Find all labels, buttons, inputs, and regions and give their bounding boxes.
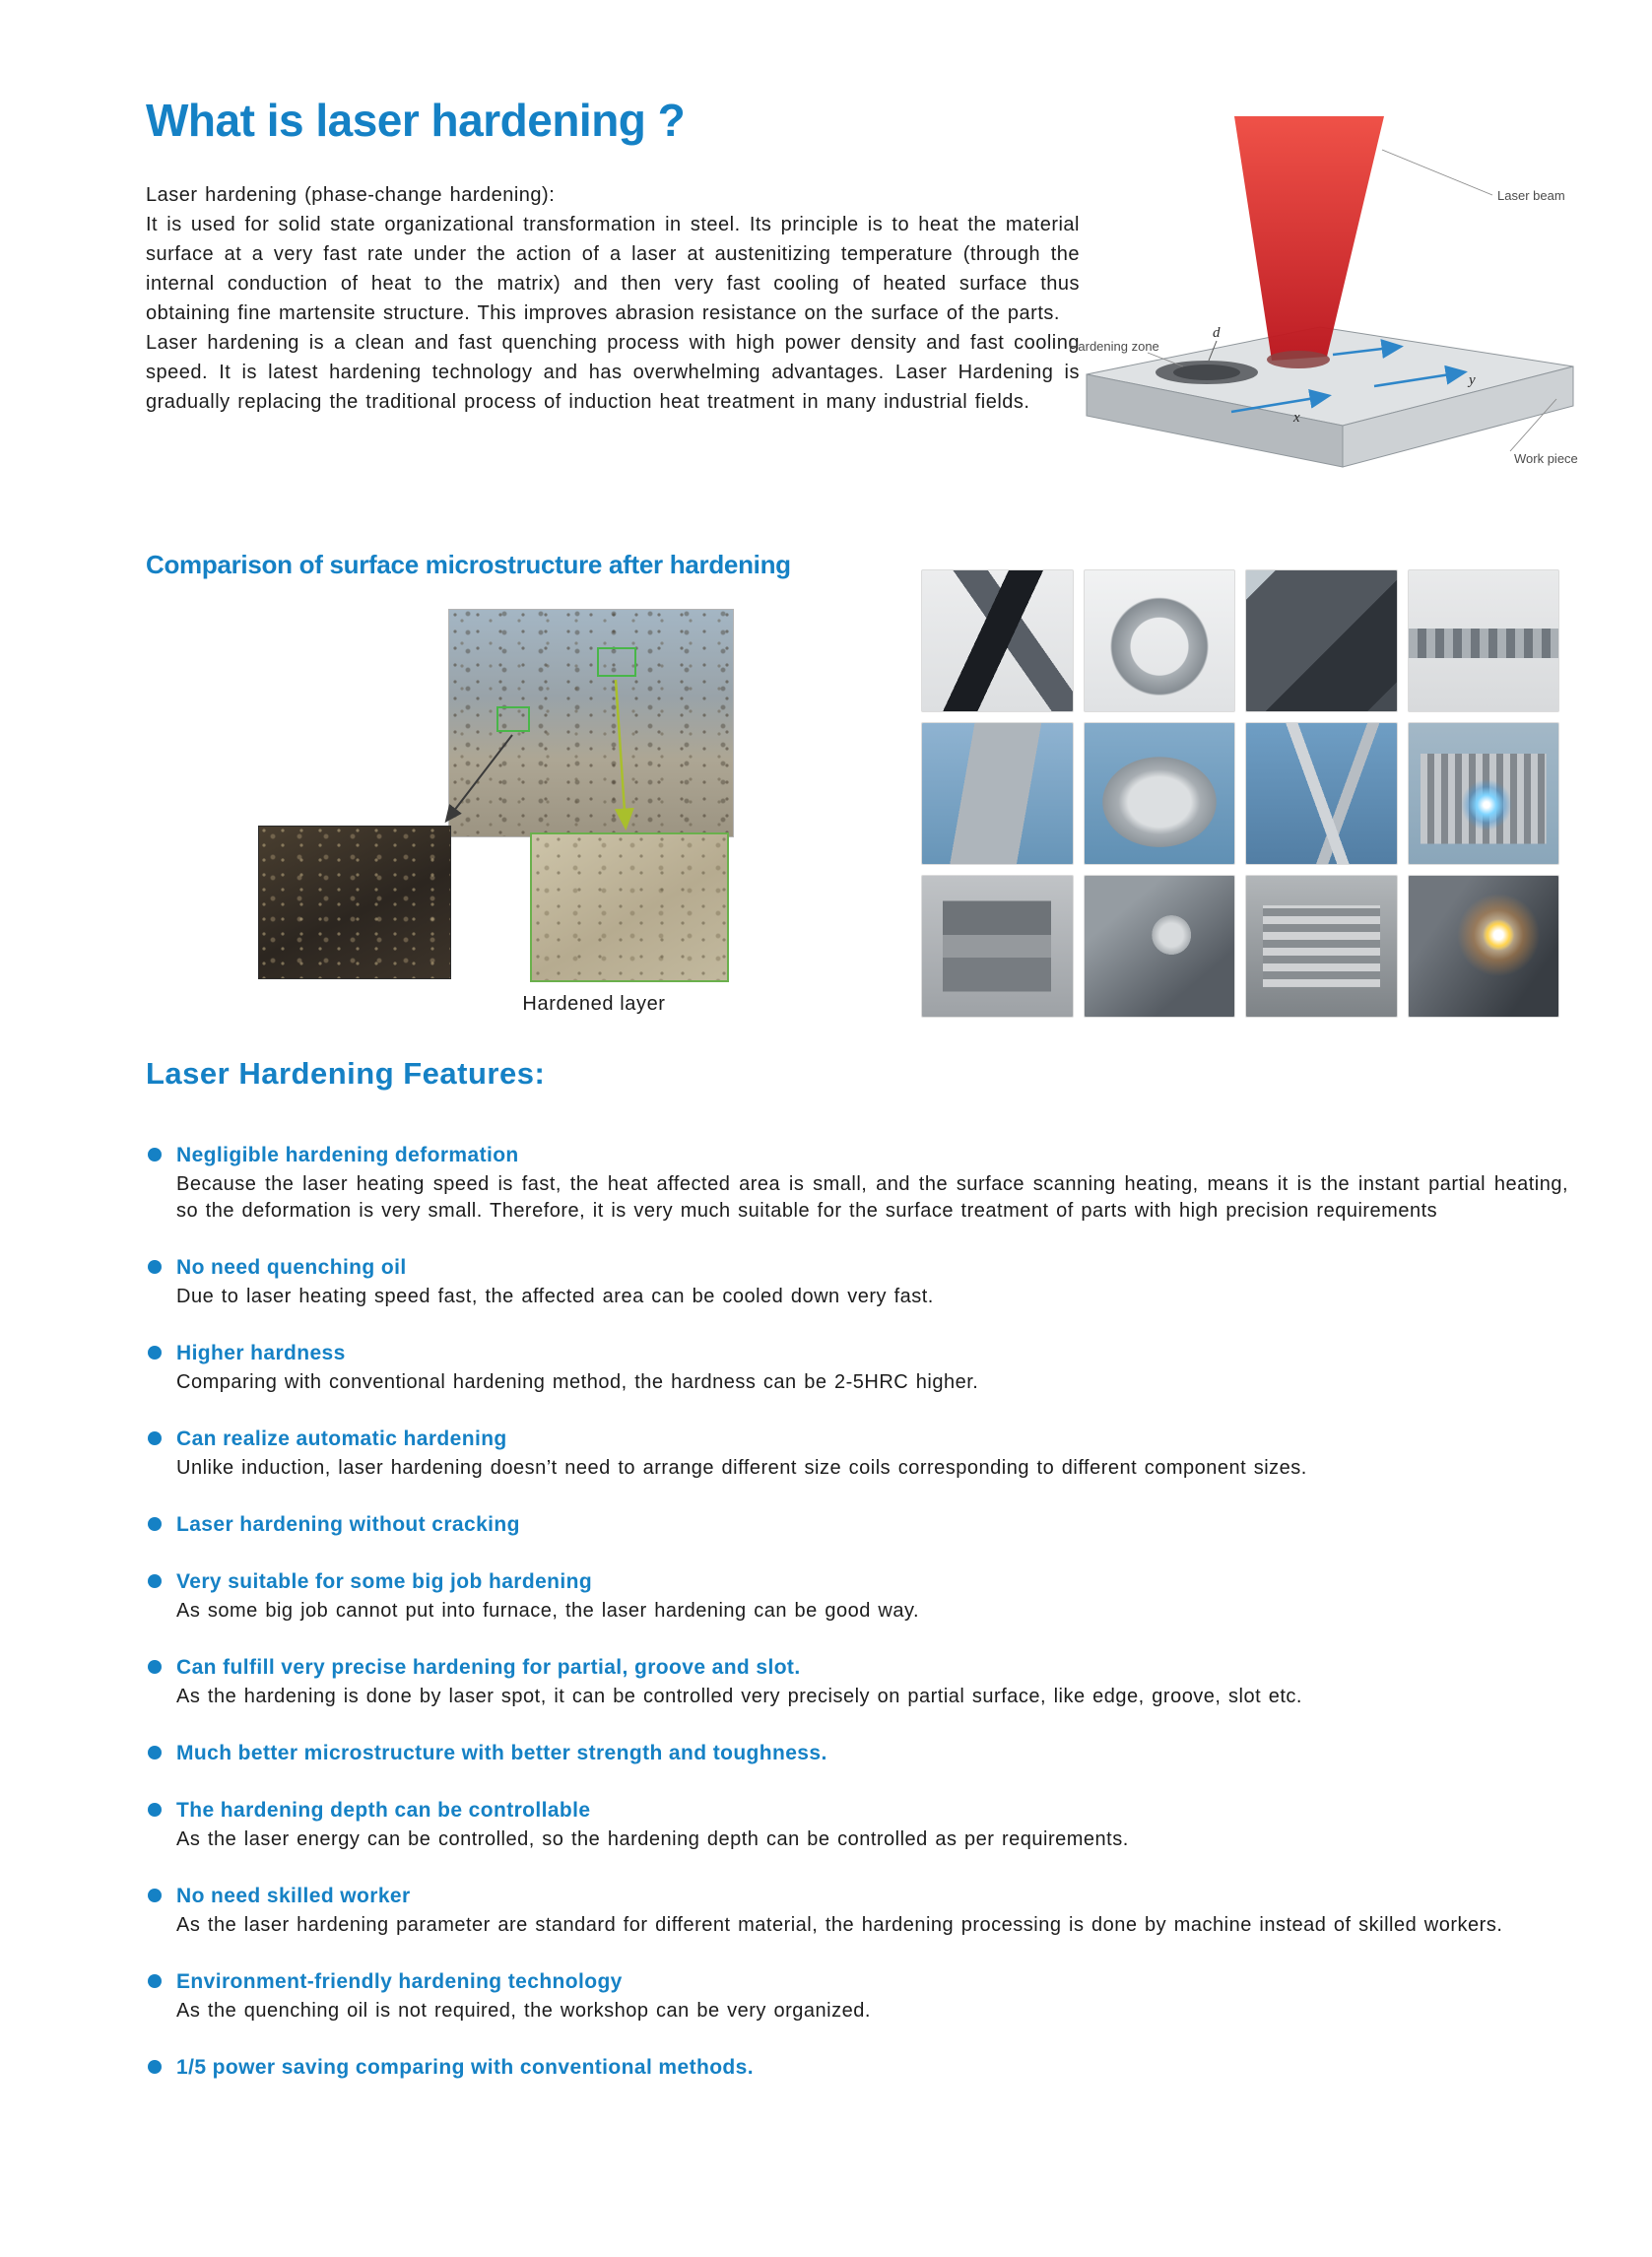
photo-cutting-nippers bbox=[921, 569, 1074, 712]
feature-body: As the quenching oil is not required, the workshop can be very organized. bbox=[176, 2000, 871, 2022]
feature-body: Unlike induction, laser hardening doesn’t need to arrange different size coils corresponding to different component sizes. bbox=[176, 1457, 1307, 1479]
feature-title: Can realize automatic hardening bbox=[176, 1427, 507, 1450]
page-title: What is laser hardening ? bbox=[146, 95, 686, 146]
x-axis-label: x bbox=[1293, 410, 1300, 426]
feature-item bbox=[148, 1510, 1568, 1539]
photo-injection-mold bbox=[921, 875, 1074, 1018]
feature-body: Comparing with conventional hardening method, the hardness can be 2-5HRC higher. bbox=[176, 1371, 979, 1393]
feature-item bbox=[148, 1339, 1568, 1396]
photo-trimmer-blade bbox=[1408, 569, 1560, 712]
photo-mold-die bbox=[1084, 875, 1236, 1018]
bullet-icon bbox=[148, 1148, 162, 1162]
intro-text bbox=[146, 180, 1080, 417]
y-axis-label: y bbox=[1469, 372, 1476, 388]
feature-body: Because the laser heating speed is fast, the heat affected area is small, and the surface scanning heating, means it is the instant partial heating, so the deformation is very small. Therefore, it is very much suitable for the surface treatment of parts with high precision requirements bbox=[176, 1173, 1568, 1222]
intro-paragraph-2: Laser hardening is a clean and fast quenching process with high power density and fast cooling speed. It is latest hardening technology and has overwhelming advantages. Laser Hardening is gradually replacing the traditional process of induction heat treatment in many industrial fields. bbox=[146, 332, 1080, 413]
bullet-icon bbox=[148, 1746, 162, 1759]
work-piece-shape bbox=[1087, 327, 1573, 467]
feature-title: Can fulfill very precise hardening for partial, groove and slot. bbox=[176, 1656, 801, 1679]
feature-item bbox=[148, 1653, 1568, 1710]
feature-body: Due to laser heating speed fast, the affected area can be cooled down very fast. bbox=[176, 1286, 934, 1307]
microstructure-overview-image bbox=[448, 609, 734, 837]
photo-hand-tools bbox=[1245, 722, 1398, 865]
feature-title: No need quenching oil bbox=[176, 1256, 407, 1279]
diagram-svg bbox=[1069, 108, 1601, 488]
feature-item bbox=[148, 1253, 1568, 1310]
feature-title: Laser hardening without cracking bbox=[176, 1513, 520, 1536]
bullet-icon bbox=[148, 1803, 162, 1817]
feature-item bbox=[148, 1796, 1568, 1853]
feature-item bbox=[148, 1425, 1568, 1482]
sample-region-box-1 bbox=[597, 647, 636, 677]
application-photo-grid bbox=[921, 569, 1559, 1018]
hardened-layer-caption: Hardened layer bbox=[522, 993, 666, 1015]
sample-region-box-2 bbox=[496, 706, 530, 732]
microstructure-hardened-image bbox=[530, 832, 729, 982]
bullet-icon bbox=[148, 1346, 162, 1360]
bullet-icon bbox=[148, 1517, 162, 1531]
laser-beam-leader bbox=[1382, 150, 1492, 195]
hardening-zone-shape bbox=[1156, 361, 1258, 384]
feature-body: As some big job cannot put into furnace, the laser hardening can be good way. bbox=[176, 1600, 920, 1622]
feature-body: As the laser hardening parameter are standard for different material, the hardening processing is done by machine instead of skilled workers. bbox=[176, 1914, 1503, 1936]
microstructure-base-image bbox=[258, 826, 451, 979]
photo-crankshaft-rollers bbox=[1245, 875, 1398, 1018]
feature-title: Very suitable for some big job hardening bbox=[176, 1570, 593, 1593]
feature-item bbox=[148, 1739, 1568, 1767]
feature-body: As the hardening is done by laser spot, it can be controlled very precisely on partial surface, like edge, groove, slot etc. bbox=[176, 1686, 1302, 1707]
photo-metal-dish bbox=[1084, 722, 1236, 865]
intro-paragraph-1: It is used for solid state organizational transformation in steel. Its principle is to heat the material surface at a very fast rate under the action of a laser at austenitizing temperature (through the internal conduction of heat to the matrix) and then very fast cooling of heated surface thus obtaining fine martensite structure. This improves abrasion resistance on the surface of the parts. bbox=[146, 214, 1080, 324]
feature-title: The hardening depth can be controllable bbox=[176, 1799, 591, 1822]
feature-title: Environment-friendly hardening technology bbox=[176, 1970, 623, 1993]
feature-title: Negligible hardening deformation bbox=[176, 1144, 519, 1166]
bullet-icon bbox=[148, 2060, 162, 2074]
feature-item bbox=[148, 1141, 1568, 1225]
photo-metal-sheet bbox=[1245, 569, 1398, 712]
laser-hardening-diagram bbox=[1069, 108, 1601, 488]
beam-contact-spot bbox=[1267, 351, 1330, 368]
bullet-icon bbox=[148, 1660, 162, 1674]
work-piece-label: Work piece bbox=[1514, 451, 1578, 466]
intro-lead: Laser hardening (phase-change hardening): bbox=[146, 184, 556, 206]
laser-beam-label: Laser beam bbox=[1497, 188, 1565, 203]
feature-title: No need skilled worker bbox=[176, 1885, 411, 1907]
bullet-icon bbox=[148, 1260, 162, 1274]
photo-laser-hardening-process bbox=[1408, 875, 1560, 1018]
photo-splined-gear-laser bbox=[1408, 722, 1560, 865]
photo-machine-part bbox=[921, 722, 1074, 865]
feature-item bbox=[148, 1567, 1568, 1625]
bullet-icon bbox=[148, 1574, 162, 1588]
features-list bbox=[148, 1141, 1568, 2110]
laser-beam-shape bbox=[1234, 116, 1384, 361]
feature-item bbox=[148, 1967, 1568, 2025]
feature-item bbox=[148, 1882, 1568, 1939]
bullet-icon bbox=[148, 1889, 162, 1902]
feature-title: Higher hardness bbox=[176, 1342, 346, 1364]
feature-title: 1/5 power saving comparing with conventional methods. bbox=[176, 2056, 754, 2079]
bullet-icon bbox=[148, 1974, 162, 1988]
microstructure-heading: Comparison of surface microstructure after hardening bbox=[146, 550, 791, 579]
feature-title: Much better microstructure with better strength and toughness. bbox=[176, 1742, 827, 1764]
features-heading: Laser Hardening Features: bbox=[146, 1056, 546, 1091]
feature-body: As the laser energy can be controlled, so the hardening depth can be controlled as per requirements. bbox=[176, 1828, 1129, 1850]
photo-metal-clamp-ring bbox=[1084, 569, 1236, 712]
feature-item bbox=[148, 2053, 1568, 2082]
hardening-zone-label: Hardening zone bbox=[1069, 339, 1159, 354]
bullet-icon bbox=[148, 1431, 162, 1445]
microstructure-figure bbox=[146, 591, 924, 1044]
depth-label: d bbox=[1213, 325, 1221, 341]
